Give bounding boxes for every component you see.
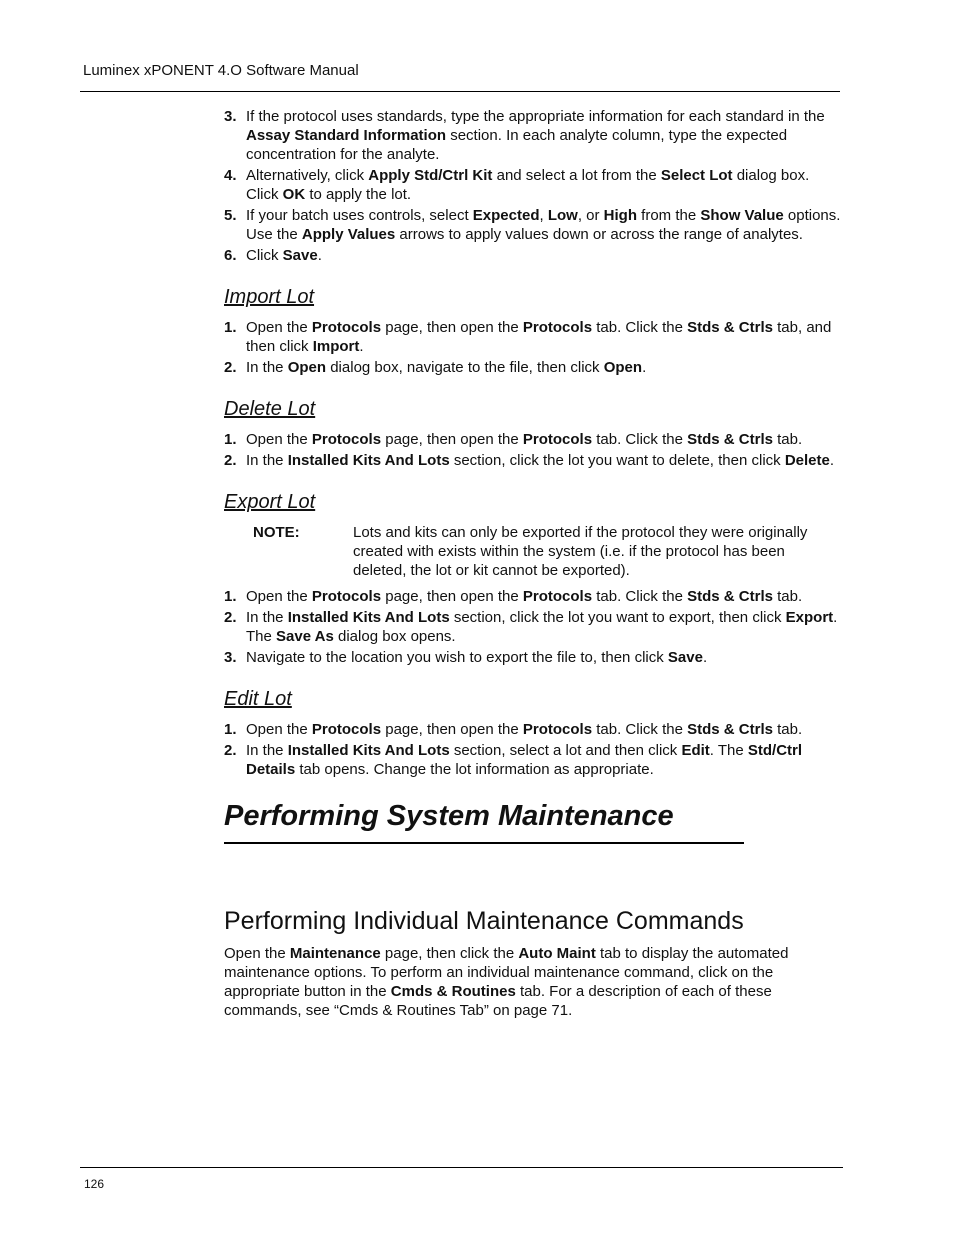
text-run: In the xyxy=(246,452,288,469)
bold-term: Assay Standard Information xyxy=(246,127,447,144)
bold-term: OK xyxy=(282,186,306,203)
step-text xyxy=(246,167,809,203)
list-item xyxy=(224,608,844,646)
text-run: tab. Click the xyxy=(592,721,688,738)
text-run: dialog box opens. xyxy=(333,628,456,645)
note-label: NOTE: xyxy=(253,524,300,541)
list-item xyxy=(224,246,844,265)
delete-lot-heading: Delete Lot xyxy=(224,398,316,420)
bold-term: Save xyxy=(667,649,703,666)
bold-term: Delete xyxy=(784,452,830,469)
text-run: . xyxy=(829,452,835,469)
bold-term: Auto Maint xyxy=(518,945,596,962)
text-run: tab opens. Change the lot information as appropriate. xyxy=(295,761,654,778)
bold-term: Protocols xyxy=(522,721,593,738)
text-run: dialog box. Click xyxy=(246,167,810,203)
bold-term: Stds & Ctrls xyxy=(687,721,773,738)
export-lot-step-list xyxy=(224,587,844,667)
step-text xyxy=(246,609,837,645)
bold-term: Protocols xyxy=(311,588,382,605)
text-run: tab, and then click xyxy=(246,319,832,355)
bold-term: Apply Values xyxy=(301,226,396,243)
import-lot-heading: Import Lot xyxy=(224,286,315,308)
step-number: 1. xyxy=(224,588,237,605)
bold-term: Edit xyxy=(681,742,710,759)
text-run: Click xyxy=(246,247,283,264)
text-run: page, then click the xyxy=(380,945,519,962)
list-item xyxy=(224,451,844,470)
export-lot-heading: Export Lot xyxy=(224,491,316,513)
text-run: options. Use the xyxy=(246,207,841,243)
step-number: 2. xyxy=(224,452,237,469)
section-title: Performing System Maintenance xyxy=(224,800,674,832)
text-run: In the xyxy=(246,609,288,626)
edit-lot-heading: Edit Lot xyxy=(224,688,292,710)
step-text xyxy=(246,452,834,469)
list-item xyxy=(224,206,844,244)
text-run: Open the xyxy=(224,945,290,962)
step-number: 2. xyxy=(224,742,237,759)
step-number: 3. xyxy=(224,649,237,666)
step-text xyxy=(246,721,802,738)
bold-term: Save As xyxy=(276,628,334,645)
subsection-title: Performing Individual Maintenance Commands xyxy=(224,907,744,935)
step-text xyxy=(246,108,825,163)
text-run: tab. For a description of each of these commands, see “Cmds & Routines Tab” on page 71. xyxy=(224,983,772,1019)
text-run: . The xyxy=(246,609,838,645)
step-number: 6. xyxy=(224,247,237,264)
text-run: tab. Click the xyxy=(592,319,688,336)
step-text xyxy=(246,247,322,264)
text-run: section. In each analyte column, type the expected concentration for the analyte. xyxy=(246,127,788,163)
note-text: Lots and kits can only be exported if the protocol they were originally created with exists within the system (i.e. if the protocol has been deleted, the lot or kit cannot be exported). xyxy=(353,524,808,579)
text-run: tab. xyxy=(772,588,803,605)
text-run: section, click the lot you want to export, then click xyxy=(449,609,786,626)
bold-term: Import xyxy=(312,338,360,355)
text-run: Open the xyxy=(246,319,312,336)
text-run: . xyxy=(359,338,364,355)
step-text xyxy=(246,319,831,355)
step-number: 1. xyxy=(224,319,237,336)
bold-term: Protocols xyxy=(522,319,593,336)
list-item xyxy=(224,318,844,356)
text-run: page, then open the xyxy=(381,721,523,738)
bold-term: Installed Kits And Lots xyxy=(287,452,450,469)
bold-term: Stds & Ctrls xyxy=(687,319,773,336)
text-run: In the xyxy=(246,359,288,376)
bold-term: Cmds & Routines xyxy=(390,983,516,1000)
step-number: 2. xyxy=(224,359,237,376)
text-run: . The xyxy=(709,742,748,759)
list-item xyxy=(224,741,844,779)
text-run: tab. Click the xyxy=(592,588,688,605)
step-text xyxy=(246,359,646,376)
text-run: Open the xyxy=(246,721,312,738)
bold-term: Apply Std/Ctrl Kit xyxy=(368,167,493,184)
import-lot-step-list xyxy=(224,318,844,377)
bold-term: Installed Kits And Lots xyxy=(287,742,450,759)
step-number: 1. xyxy=(224,721,237,738)
text-run: , or xyxy=(577,207,604,224)
step-text xyxy=(246,207,840,243)
step-text xyxy=(246,431,802,448)
bold-term: Protocols xyxy=(311,721,382,738)
bold-term: High xyxy=(603,207,637,224)
bold-term: Protocols xyxy=(311,319,382,336)
text-run: If the protocol uses standards, type the appropriate information for each standard in the xyxy=(246,108,825,125)
text-run: . xyxy=(702,649,708,666)
bold-term: Select Lot xyxy=(660,167,733,184)
bold-term: Protocols xyxy=(522,431,593,448)
step-text xyxy=(246,588,802,605)
bold-term: Expected xyxy=(472,207,540,224)
bold-term: Stds & Ctrls xyxy=(687,431,773,448)
bold-term: Std/Ctrl Details xyxy=(246,742,803,778)
intro-step-list xyxy=(224,107,844,265)
section-title-rule xyxy=(224,842,744,844)
text-run: from the xyxy=(637,207,701,224)
step-number: 4. xyxy=(224,167,237,184)
text-run: . xyxy=(642,359,647,376)
list-item xyxy=(224,587,844,606)
step-text xyxy=(246,742,802,778)
bold-term: Installed Kits And Lots xyxy=(287,609,450,626)
text-run: tab. Click the xyxy=(592,431,688,448)
text-run: If your batch uses controls, select xyxy=(246,207,473,224)
text-run: , xyxy=(539,207,548,224)
export-note xyxy=(224,523,844,580)
text-run: to apply the lot. xyxy=(305,186,412,203)
step-number: 5. xyxy=(224,207,237,224)
step-number: 3. xyxy=(224,108,237,125)
step-number: 1. xyxy=(224,431,237,448)
bold-term: Open xyxy=(603,359,643,376)
footer-rule xyxy=(80,1167,843,1168)
text-run: tab. xyxy=(772,721,803,738)
text-run: Alternatively, click xyxy=(246,167,369,184)
text-run: tab to display the automated maintenance options. To perform an individual maintenance command, click on the appropriate button in the xyxy=(224,945,789,1000)
text-run: dialog box, navigate to the file, then click xyxy=(326,359,604,376)
bold-term: Export xyxy=(785,609,834,626)
bold-term: Open xyxy=(287,359,327,376)
page-number: 126 xyxy=(84,1177,105,1191)
text-run: arrows to apply values down or across the range of analytes. xyxy=(395,226,803,243)
bold-term: Stds & Ctrls xyxy=(687,588,773,605)
edit-lot-step-list xyxy=(224,720,844,779)
bold-term: Protocols xyxy=(311,431,382,448)
text-run: Open the xyxy=(246,588,312,605)
bold-term: Low xyxy=(547,207,578,224)
text-run: section, click the lot you want to delete, then click xyxy=(449,452,785,469)
step-text xyxy=(246,649,707,666)
text-run: page, then open the xyxy=(381,319,523,336)
maintenance-paragraph xyxy=(224,944,824,1020)
text-run: and select a lot from the xyxy=(492,167,661,184)
text-run: page, then open the xyxy=(381,431,523,448)
list-item xyxy=(224,648,844,667)
page-content xyxy=(224,107,844,1020)
header-title: Luminex xPONENT 4.O Software Manual xyxy=(83,62,359,79)
delete-lot-step-list xyxy=(224,430,844,470)
text-run: page, then open the xyxy=(381,588,523,605)
bold-term: Protocols xyxy=(522,588,593,605)
list-item xyxy=(224,430,844,449)
text-run: section, select a lot and then click xyxy=(449,742,682,759)
text-run: In the xyxy=(246,742,288,759)
text-run: Open the xyxy=(246,431,312,448)
list-item xyxy=(224,358,844,377)
text-run: . xyxy=(317,247,322,264)
text-run: Navigate to the location you wish to export the file to, then click xyxy=(246,649,668,666)
bold-term: Save xyxy=(282,247,318,264)
list-item xyxy=(224,107,844,164)
step-number: 2. xyxy=(224,609,237,626)
bold-term: Show Value xyxy=(700,207,784,224)
header-rule xyxy=(80,91,840,92)
list-item xyxy=(224,166,844,204)
text-run: tab. xyxy=(772,431,803,448)
bold-term: Maintenance xyxy=(289,945,381,962)
list-item xyxy=(224,720,844,739)
